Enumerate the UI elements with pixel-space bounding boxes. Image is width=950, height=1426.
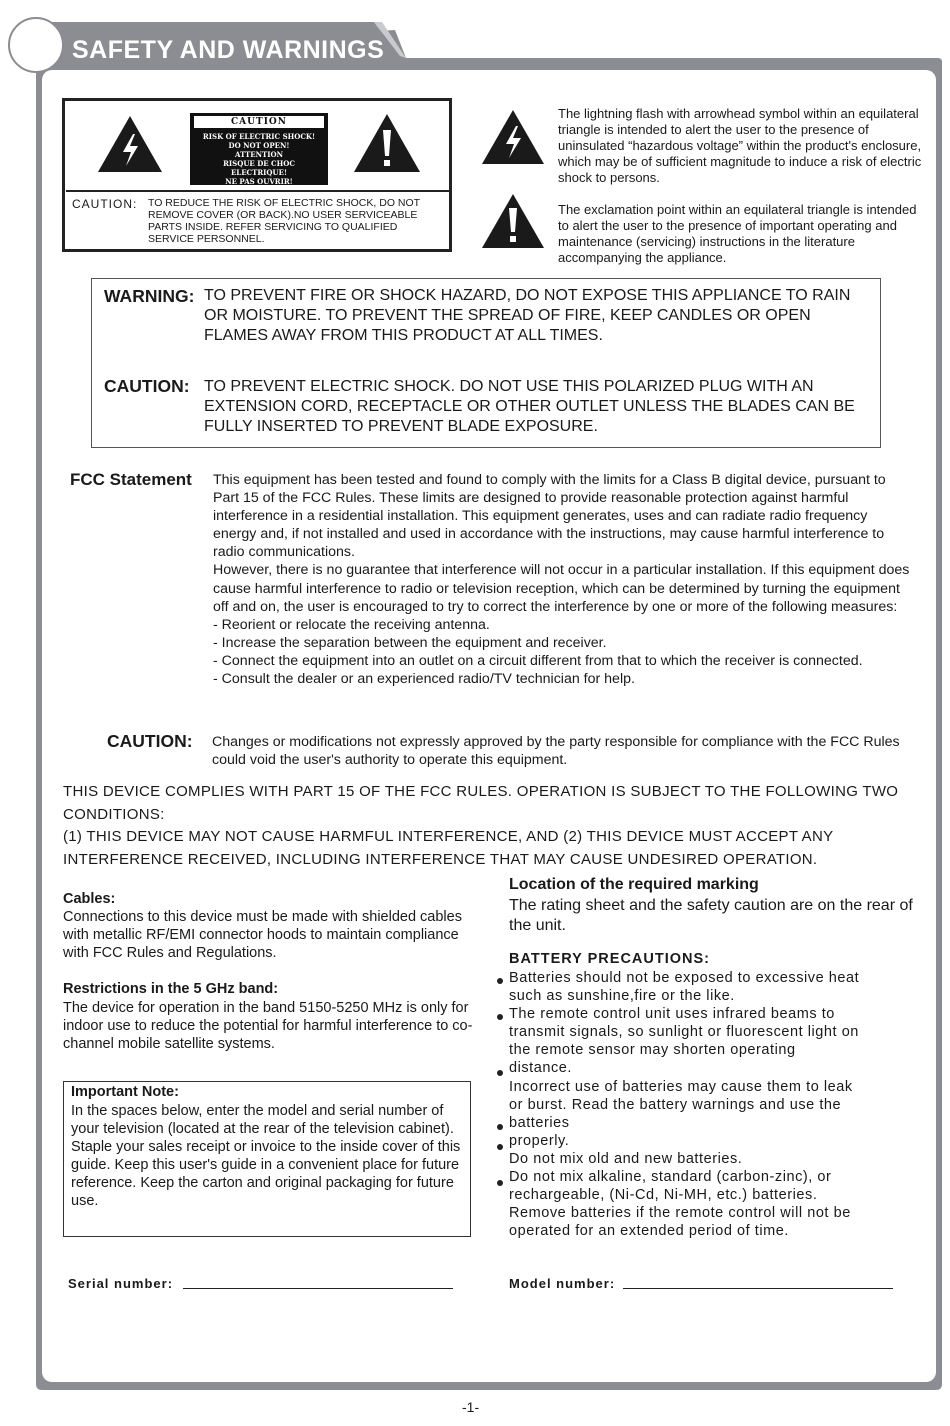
battery-line: batteries xyxy=(509,1114,570,1131)
model-number-label: Model number: xyxy=(509,1276,616,1291)
caution-plate-line: DO NOT OPEN! xyxy=(228,141,290,150)
page-number: -1- xyxy=(462,1399,480,1415)
battery-line: the remote sensor may shorten operating xyxy=(509,1042,796,1059)
marking-text: The rating sheet and the safety caution are on the rear of the unit. xyxy=(509,897,913,934)
battery-line: operated for an extended period of time. xyxy=(509,1223,789,1240)
lightning-warning-icon xyxy=(96,114,164,174)
exclamation-triangle-icon xyxy=(480,192,546,250)
battery-line: Remove batteries if the remote control will not be xyxy=(509,1205,851,1222)
page-title: SAFETY AND WARNINGS xyxy=(72,36,385,64)
battery-line: properly. xyxy=(509,1132,570,1149)
fcc-measure: - Connect the equipment into an outlet on a circuit different from that to which the receiver is connected. xyxy=(213,652,863,669)
compliance-line: THIS DEVICE COMPLIES WITH PART 15 OF THE FCC RULES. OPERATION IS SUBJECT TO THE FOLLOWING TWO CONDITIONS: xyxy=(63,783,899,823)
caution-label-text: TO REDUCE THE RISK OF ELECTRIC SHOCK, DO NOT REMOVE COVER (OR BACK).NO USER SERVICEABLE PARTS INSIDE. REFER SERVICING TO QUALIFIED SERVICE PERSONNEL. xyxy=(148,197,420,245)
caution-label: CAUTION: xyxy=(104,376,190,396)
caution-plate-title: CAUTION xyxy=(194,116,324,128)
lightning-triangle-icon xyxy=(480,108,546,166)
serial-number-blank xyxy=(183,1288,453,1289)
header-circle-badge xyxy=(9,18,63,72)
caution-plate-line: RISQUE DE CHOC ELECTRIQUE! xyxy=(223,159,295,177)
caution-label-divider xyxy=(66,190,450,192)
battery-line: Batteries should not be exposed to excessive heat xyxy=(509,970,860,986)
caution-plate-line: ATTENTION xyxy=(235,150,283,159)
battery-precautions-list xyxy=(509,969,919,1240)
warning-label: WARNING: xyxy=(104,286,195,306)
bullet-icon xyxy=(497,978,503,984)
battery-line: Incorrect use of batteries may cause them to leak xyxy=(509,1078,853,1095)
battery-line: rechargeable, (Ni-Cd, Ni-MH, etc.) batteries. xyxy=(509,1187,818,1204)
band-restriction-heading: Restrictions in the 5 GHz band: xyxy=(63,981,279,997)
fcc-caution-text: Changes or modifications not expressly approved by the party responsible for compliance with the FCC Rules could void the user's authority to operate this equipment. xyxy=(212,734,900,768)
lightning-symbol-description: The lightning flash with arrowhead symbol within an equilateral triangle is intended to alert the user to the presence of uninsulated “hazardous voltage” within the product's enclosure, which may be of sufficient magnitude to induce a risk of electric shock to persons. xyxy=(558,106,922,185)
cables-heading: Cables: xyxy=(63,891,116,907)
fcc-paragraph: However, there is no guarantee that interference will not occur in a particular installation. If this equipment does cause harmful interference to radio or television reception, which can be determined by turning the equipment off and on, the user is encouraged to try to correct the interference by one or more of the following measures: xyxy=(213,562,910,615)
fcc-measure: - Consult the dealer or an experienced radio/TV technician for help. xyxy=(213,671,635,688)
important-note-text: In the spaces below, enter the model and serial number of your television (located at the rear of the television cabinet). Staple your sales receipt or invoice to the inside cover of this guide. Keep this user's guide in a convenient place for future reference. Keep the carton and original packaging for future use. xyxy=(71,1103,461,1209)
bullet-icon xyxy=(497,1180,503,1186)
caution-plate-line: RISK OF ELECTRIC SHOCK! xyxy=(202,132,316,141)
compliance-line: (1) THIS DEVICE MAY NOT CAUSE HARMFUL INTERFERENCE, AND (2) THIS DEVICE MUST ACCEPT ANY INTERFERENCE RECEIVED, INCLUDING INTERFERENCE THAT MAY CAUSE UNDESIRED OPERATION. xyxy=(63,828,834,868)
warning-text: TO PREVENT FIRE OR SHOCK HAZARD, DO NOT EXPOSE THIS APPLIANCE TO RAIN OR MOISTURE. TO PREVENT THE SPREAD OF FIRE, KEEP CANDLES OR OPEN FLAMES AWAY FROM THIS PRODUCT AT ALL TIMES. xyxy=(204,287,851,344)
caution-plate-line: NE PAS OUVRIR! xyxy=(225,177,293,186)
important-note-heading: Important Note: xyxy=(71,1084,179,1100)
bullet-icon xyxy=(497,1070,503,1076)
exclamation-warning-icon xyxy=(352,112,422,174)
caution-text: TO PREVENT ELECTRIC SHOCK. DO NOT USE THIS POLARIZED PLUG WITH AN EXTENSION CORD, RECEPTACLE OR OTHER OUTLET UNLESS THE BLADES CAN BE FULLY INSERTED TO PREVENT BLADE EXPOSURE. xyxy=(204,378,855,435)
fcc-caution-label: CAUTION: xyxy=(107,731,193,751)
cables-text: Connections to this device must be made with shielded cables with metallic RF/EMI connector hoods to maintain compliance with FCC Rules and Regulations. xyxy=(63,909,462,961)
caution-label-word: CAUTION: xyxy=(72,197,138,211)
caution-plate xyxy=(190,113,328,185)
marking-heading: Location of the required marking xyxy=(509,876,759,893)
battery-line: The remote control unit uses infrared beams to xyxy=(509,1006,835,1023)
battery-line: Do not mix old and new batteries. xyxy=(509,1150,743,1167)
compliance-statement xyxy=(63,781,933,871)
band-restriction-text: The device for operation in the band 5150-5250 MHz is only for indoor use to reduce the potential for harmful interference to co-channel mobile satellite systems. xyxy=(63,1000,473,1052)
model-number-blank xyxy=(623,1288,893,1289)
battery-line: Do not mix alkaline, standard (carbon-zinc), or xyxy=(509,1169,832,1186)
fcc-measure: - Reorient or relocate the receiving antenna. xyxy=(213,616,490,633)
battery-line: transmit signals, so sunlight or fluorescent light on xyxy=(509,1024,859,1041)
exclamation-symbol-description: The exclamation point within an equilateral triangle is intended to alert the user to the presence of important operating and maintenance (servicing) instructions in the literature accompanying the appliance. xyxy=(558,202,917,265)
serial-number-label: Serial number: xyxy=(68,1276,174,1291)
fcc-measure: - Increase the separation between the equipment and receiver. xyxy=(213,634,607,651)
battery-line: such as sunshine,fire or the like. xyxy=(509,988,735,1005)
fcc-statement-label: FCC Statement xyxy=(70,470,192,489)
battery-line: distance. xyxy=(509,1060,572,1077)
battery-line: or burst. Read the battery warnings and use the xyxy=(509,1096,842,1113)
fcc-paragraph: This equipment has been tested and found to comply with the limits for a Class B digital device, pursuant to Part 15 of the FCC Rules. These limits are designed to provide reasonable protection against harmful interference in a residential installation. This equipment generates, uses and can radiate radio frequency energy and, if not installed and used in accordance with the instructions, may cause harmful interference to radio communications. xyxy=(213,472,886,561)
fcc-statement-text xyxy=(213,471,913,688)
bullet-icon xyxy=(497,1014,503,1020)
bullet-icon xyxy=(497,1124,503,1130)
battery-heading: BATTERY PRECAUTIONS: xyxy=(509,951,710,967)
bullet-icon xyxy=(497,1144,503,1150)
